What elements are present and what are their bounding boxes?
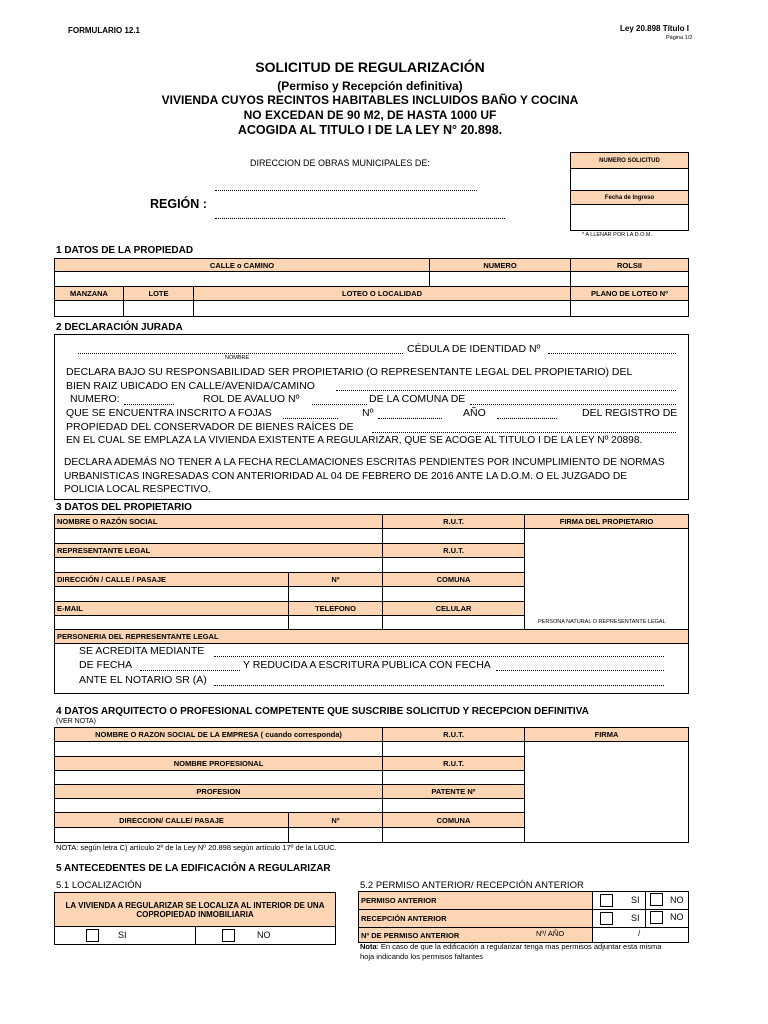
- lote-header: LOTE: [123, 286, 194, 301]
- numero-decl-field[interactable]: [124, 404, 174, 405]
- section-2-title: 2 DECLARACIÓN JURADA: [56, 322, 183, 333]
- conservador-field[interactable]: [372, 432, 676, 433]
- firma-propietario-field[interactable]: [524, 528, 689, 630]
- rut-profesional-field[interactable]: [382, 770, 525, 785]
- rut-profesional-header: R.U.T.: [382, 756, 525, 771]
- section-5-title: 5 ANTECEDENTES DE LA EDIFICACIÓN A REGULARIZAR: [56, 863, 331, 874]
- rol-field[interactable]: [570, 271, 689, 287]
- acredita-field[interactable]: [214, 656, 664, 657]
- n-permiso-slash: /: [638, 929, 641, 938]
- copropiedad-si-checkbox[interactable]: [86, 929, 99, 942]
- numero-solicitud-label: NUMERO SOLICITUD: [570, 152, 689, 169]
- comuna-profesional-header: COMUNA: [382, 812, 525, 828]
- rol-decl-field[interactable]: [312, 404, 367, 405]
- rut-representante-field[interactable]: [382, 557, 525, 573]
- n-permiso-anterior-label: Nº DE PERMISO ANTERIOR: [358, 927, 593, 943]
- n-propietario-field[interactable]: [288, 586, 383, 602]
- firma-profesional-header: FIRMA: [524, 727, 689, 742]
- decl-numero-label: NUMERO:: [70, 393, 120, 405]
- decl-rol-label: ROL DE AVALUO Nº: [203, 393, 300, 405]
- calle-field[interactable]: [54, 271, 430, 287]
- nota-permisos-text: : En caso de que la edificación a regularizar tenga mas permisos adjuntar esta misma: [376, 942, 662, 951]
- rut-empresa-header: R.U.T.: [382, 727, 525, 742]
- decl-ano-label: AÑO: [463, 407, 486, 419]
- nombre-field[interactable]: [78, 353, 403, 354]
- calle-header: CALLE o CAMINO: [54, 258, 430, 272]
- telefono-field[interactable]: [288, 615, 383, 630]
- ano-decl-field[interactable]: [497, 418, 557, 419]
- reducida-label: Y REDUCIDA A ESCRITURA PUBLICA CON FECHA: [243, 659, 491, 671]
- form-title: SOLICITUD DE REGULARIZACIÓN: [255, 59, 485, 75]
- nombre-propietario-header: NOMBRE O RAZÓN SOCIAL: [54, 514, 383, 529]
- n-profesional-field[interactable]: [288, 827, 383, 843]
- numero-solicitud-field[interactable]: [570, 168, 689, 191]
- rut-propietario-field[interactable]: [382, 528, 525, 544]
- permiso-si-checkbox[interactable]: [600, 894, 613, 907]
- decl-fojas-label: QUE SE ENCUENTRA INSCRITO A FOJAS: [66, 407, 272, 419]
- decl-line-1: DECLARA BAJO SU RESPONSABILIDAD SER PROPIETARIO (O REPRESENTANTE LEGAL DEL PROPIETARIO) DEL: [66, 366, 633, 378]
- personeria-header: PERSONERIA DEL REPRESENTANTE LEGAL: [54, 629, 689, 644]
- title-line-1: VIVIENDA CUYOS RECINTOS HABITABLES INCLUIDOS BAÑO Y COCINA: [161, 93, 579, 107]
- profesion-field[interactable]: [54, 798, 383, 813]
- recepcion-si-label: SI: [631, 913, 640, 923]
- direccion-propietario-header: DIRECCIÓN / CALLE / PASAJE: [54, 572, 289, 587]
- representante-field[interactable]: [54, 557, 383, 573]
- acredita-label: SE ACREDITA MEDIANTE: [79, 645, 205, 657]
- copropiedad-si-label: SI: [118, 930, 127, 940]
- nombre-profesional-header: NOMBRE PROFESIONAL: [54, 756, 383, 771]
- decl-n-label: Nº: [362, 407, 374, 419]
- permiso-si-label: SI: [631, 895, 640, 905]
- ver-nota: (VER NOTA): [56, 718, 96, 725]
- loteo-header: LOTEO O LOCALIDAD: [193, 286, 571, 301]
- fecha-ingreso-label: Fecha de Ingreso: [570, 190, 689, 205]
- rol-header: ROLSII: [570, 258, 689, 272]
- empresa-field[interactable]: [54, 741, 383, 757]
- direccion-profesional-header: DIRECCION/ CALLE/ PASAJE: [54, 812, 289, 828]
- section-5-2-title: 5.2 PERMISO ANTERIOR/ RECEPCIÓN ANTERIOR: [360, 880, 584, 891]
- form-subtitle: (Permiso y Recepción definitiva): [277, 79, 463, 93]
- title-line-3: ACOGIDA AL TITULO I DE LA LEY N° 20.898.: [237, 123, 503, 137]
- nota-permisos-label: Nota: [360, 942, 377, 951]
- decl-line-6: EN EL CUAL SE EMPLAZA LA VIVIENDA EXISTENTE A REGULARIZAR, QUE SE ACOGE AL TITULO I DE LA LEY Nº 20898.: [66, 435, 643, 446]
- permiso-anterior-label: PERMISO ANTERIOR: [358, 891, 593, 910]
- profesion-header: PROFESION: [54, 784, 383, 799]
- nombre-profesional-field[interactable]: [54, 770, 383, 785]
- nombre-caption: NOMBRE: [225, 355, 250, 361]
- region-field[interactable]: [215, 218, 505, 219]
- rut-representante-header: R.U.T.: [382, 543, 525, 558]
- nota-permisos-line-2: hoja indicando los permisos faltantes: [360, 952, 483, 961]
- dom-label: DIRECCION DE OBRAS MUNICIPALES DE:: [250, 158, 430, 168]
- representante-header: REPRESENTANTE LEGAL: [54, 543, 383, 558]
- decl-line-9: POLICIA LOCAL RESPECTIVO.: [64, 484, 211, 495]
- direccion-propietario-field[interactable]: [54, 586, 289, 602]
- permiso-no-checkbox[interactable]: [650, 893, 663, 906]
- comuna-profesional-field[interactable]: [382, 827, 525, 843]
- manzana-header: MANZANA: [54, 286, 124, 301]
- empresa-header: NOMBRE O RAZON SOCIAL DE LA EMPRESA ( cuando corresponda): [54, 727, 383, 742]
- plano-header: PLANO DE LOTEO Nº: [570, 286, 689, 301]
- fecha-field[interactable]: [140, 670, 240, 671]
- telefono-header: TELEFONO: [288, 601, 383, 616]
- email-header: E-MAIL: [54, 601, 289, 616]
- nombre-propietario-field[interactable]: [54, 528, 383, 544]
- celular-field[interactable]: [382, 615, 525, 630]
- fecha-label: DE FECHA: [79, 659, 133, 671]
- n-decl-field[interactable]: [378, 418, 442, 419]
- copropiedad-header: LA VIVIENDA A REGULARIZAR SE LOCALIZA AL INTERIOR DE UNA COPROPIEDAD INMOBILIARIA: [54, 892, 336, 927]
- loteo-field[interactable]: [193, 300, 571, 317]
- recepcion-si-checkbox[interactable]: [600, 912, 613, 925]
- recepcion-no-label: NO: [670, 912, 684, 922]
- section-3-title: 3 DATOS DEL PROPIETARIO: [56, 502, 192, 513]
- permiso-no-label: NO: [670, 895, 684, 905]
- persona-natural-caption: PERSONA NATURAL O REPRESENTANTE LEGAL: [538, 619, 666, 625]
- recepcion-anterior-label: RECEPCIÓN ANTERIOR: [358, 909, 593, 928]
- decl-line-8: URBANISTICAS INGRESADAS CON ANTERIORIDAD AL 04 DE FEBRERO DE 2016 ANTE LA D.O.M. O EL JUZGADO DE: [64, 471, 628, 482]
- dom-fill-note: * A LLENAR POR LA D.O.M.: [582, 232, 652, 238]
- section-1-title: 1 DATOS DE LA PROPIEDAD: [56, 245, 194, 256]
- n-propietario-header: Nº: [288, 572, 383, 587]
- comuna-propietario-field[interactable]: [382, 586, 525, 602]
- firma-profesional-field[interactable]: [524, 741, 689, 843]
- numero-field[interactable]: [429, 271, 571, 287]
- celular-header: CELULAR: [382, 601, 525, 616]
- decl-line-2: BIEN RAIZ UBICADO EN CALLE/AVENIDA/CAMINO: [66, 380, 315, 392]
- dom-field[interactable]: [215, 190, 477, 191]
- notario-field[interactable]: [214, 685, 664, 686]
- nota-permisos: [360, 942, 661, 951]
- cedula-label: CÉDULA DE IDENTIDAD Nº: [407, 343, 541, 355]
- direccion-profesional-field[interactable]: [54, 827, 289, 843]
- fecha-ingreso-field[interactable]: [570, 204, 689, 231]
- numero-header: NUMERO: [429, 258, 571, 272]
- section-5-1-title: 5.1 LOCALIZACIÓN: [56, 880, 142, 891]
- comuna-propietario-header: COMUNA: [382, 572, 525, 587]
- firma-propietario-header: FIRMA DEL PROPIETARIO: [524, 514, 689, 529]
- copropiedad-no-label: NO: [257, 930, 271, 940]
- rut-empresa-field[interactable]: [382, 741, 525, 757]
- nota-profesional: NOTA: según letra C) artículo 2º de la Ley Nº 20.898 según artículo 17º de la LGUC.: [56, 843, 337, 852]
- manzana-field[interactable]: [54, 300, 124, 317]
- form-number: FORMULARIO 12.1: [68, 26, 141, 35]
- reducida-field[interactable]: [496, 670, 664, 671]
- section-4-title: 4 DATOS ARQUITECTO O PROFESIONAL COMPETENTE QUE SUSCRIBE SOLICITUD Y RECEPCION DEFINITIVA: [56, 706, 589, 717]
- page-number: Página 1/2: [666, 35, 693, 41]
- n-ano-label: Nº/ AÑO: [536, 929, 565, 938]
- patente-field[interactable]: [382, 798, 525, 813]
- n-permiso-anterior-field[interactable]: [592, 927, 689, 943]
- copropiedad-no-checkbox[interactable]: [222, 929, 235, 942]
- calle-decl-field[interactable]: [336, 390, 676, 391]
- email-field[interactable]: [54, 615, 289, 630]
- notario-label: ANTE EL NOTARIO SR (A): [79, 674, 207, 686]
- decl-registro-label: DEL REGISTRO DE: [582, 407, 678, 419]
- fojas-field[interactable]: [283, 418, 338, 419]
- decl-line-5: PROPIEDAD DEL CONSERVADOR DE BIENES RAÍCES DE: [66, 421, 354, 433]
- lote-field[interactable]: [123, 300, 194, 317]
- n-profesional-header: Nº: [288, 812, 383, 828]
- law-reference: Ley 20.898 Título I: [620, 24, 689, 33]
- patente-header: PATENTE Nº: [382, 784, 525, 799]
- comuna-decl-field[interactable]: [470, 404, 676, 405]
- decl-comuna-label: DE LA COMUNA DE: [369, 393, 466, 405]
- rut-propietario-header: R.U.T.: [382, 514, 525, 529]
- recepcion-no-checkbox[interactable]: [650, 911, 663, 924]
- title-line-2: NO EXCEDAN DE 90 M2, DE HASTA 1000 UF: [243, 108, 497, 122]
- region-label: REGIÓN :: [150, 197, 207, 211]
- plano-field[interactable]: [570, 300, 689, 317]
- decl-line-7: DECLARA ADEMÁS NO TENER A LA FECHA RECLAMACIONES ESCRITAS PENDIENTES POR INCUMPLIMIENTO DE NORMAS: [64, 457, 665, 468]
- cedula-field[interactable]: [548, 353, 676, 354]
